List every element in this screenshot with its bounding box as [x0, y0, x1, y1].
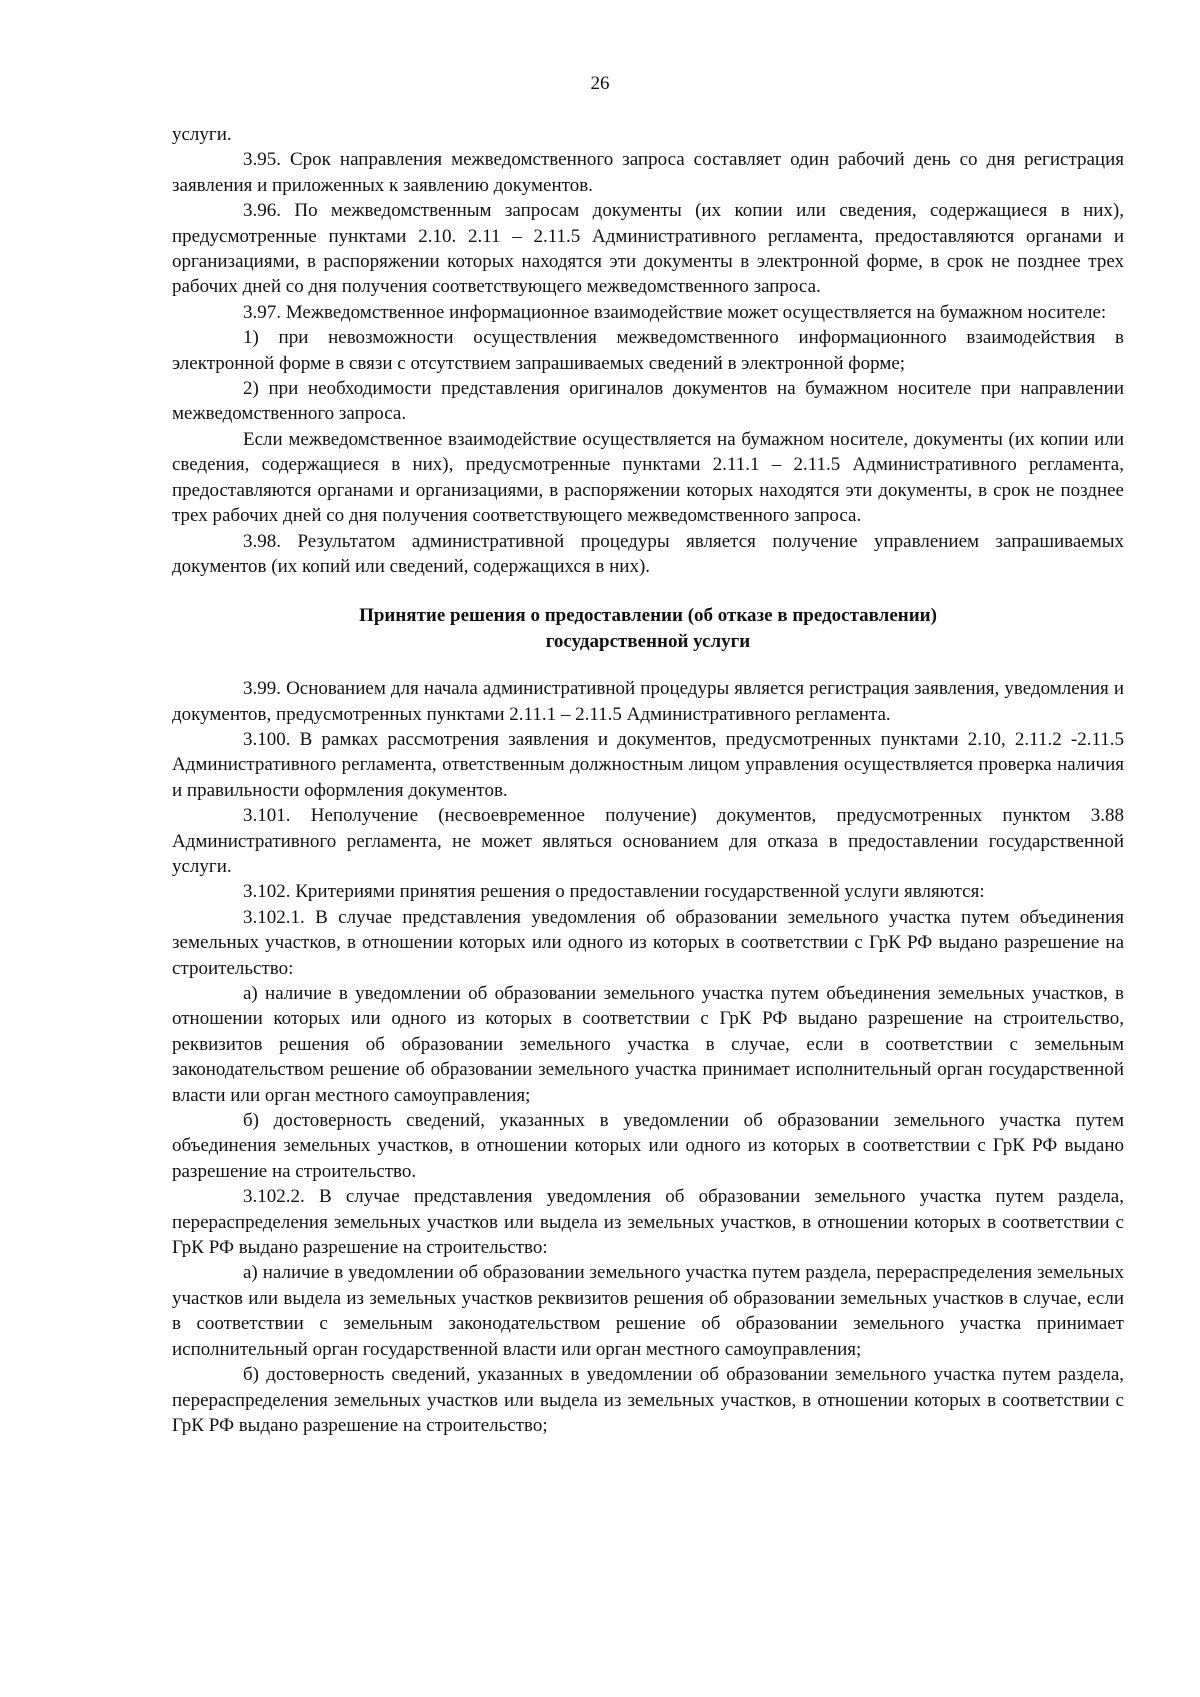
paragraph: 1) при невозможности осуществления межведомственного информационного взаимодействия в электронной форме в связи с отсутствием запрашиваемых сведений в электронной форме;	[172, 327, 1124, 374]
document-body	[172, 122, 1124, 1438]
paragraph: услуги.	[172, 124, 232, 145]
paragraph: 3.102.1. В случае представления уведомления об образовании земельного участка путем объединения земельных участков, в отношении которых или одного из которых в соответствии с ГрК РФ выдано разрешение на строительство:	[172, 906, 1124, 979]
paragraph: 3.100. В рамках рассмотрения заявления и документов, предусмотренных пунктами 2.10, 2.11.2 -2.11.5 Административного регламента, ответственным должностным лицом управления осуществляется проверка наличия и правильности оформления документов.	[172, 728, 1124, 801]
paragraph: 3.96. По межведомственным запросам документы (их копии или сведения, содержащиеся в них), предусмотренные пунктами 2.10. 2.11 – 2.11.5 Административного регламента, предоставляются органами и организациями, в распоряжении которых находятся эти документы в электронной форме, в срок не позднее трех рабочих дней со дня получения соответствующего межведомственного запроса.	[172, 200, 1124, 298]
page-number: 26	[590, 73, 610, 94]
paragraph: 3.101. Неполучение (несвоевременное получение) документов, предусмотренных пунктом 3.88 Административного регламента, не может являться основанием для отказа в предоставлении государственной услуги.	[172, 805, 1124, 877]
paragraph: 3.95. Срок направления межведомственного запроса составляет один рабочий день со дня регистрация заявления и приложенных к заявлению документов.	[172, 149, 1124, 196]
section-heading-line2: государственной услуги	[545, 630, 751, 652]
paragraph: б) достоверность сведений, указанных в уведомлении об образовании земельного участка путем объединения земельных участков, в отношении которых или одного из которых в соответствии с ГрК РФ выдано разрешение на строительство.	[172, 1110, 1124, 1182]
paragraph: Если межведомственное взаимодействие осуществляется на бумажном носителе, документы (их копии или сведения, содержащиеся в них), предусмотренные пунктами 2.11.1 – 2.11.5 Административного регламента, предоставляются органами и организациями, в распоряжении которых находятся эти документы, в срок не позднее трех рабочих дней со дня получения соответствующего межведомственного запроса.	[172, 428, 1124, 527]
paragraph: 3.102. Критериями принятия решения о предоставлении государственной услуги являются:	[243, 881, 985, 903]
paragraph: 2) при необходимости представления оригиналов документов на бумажном носителе при направлении межведомственного запроса.	[172, 378, 1124, 425]
paragraph: 3.99. Основанием для начала административной процедуры является регистрация заявления, уведомления и документов, предусмотренных пунктами 2.11.1 – 2.11.5 Административного регламента.	[172, 678, 1124, 725]
section-heading-line1: Принятие решения о предоставлении (об отказе в предоставлении)	[359, 605, 937, 627]
paragraph: 3.97. Межведомственное информационное взаимодействие может осуществляется на бумажном носителе:	[243, 301, 1107, 323]
paragraph: б) достоверность сведений, указанных в уведомлении об образовании земельного участка путем раздела, перераспределения земельных участков или выдела из земельных участков, в отношении которых в соответствии с ГрК РФ выдано разрешение на строительство;	[172, 1364, 1124, 1436]
paragraph: а) наличие в уведомлении об образовании земельного участка путем раздела, перераспределения земельных участков или выдела из земельных участков реквизитов решения об образовании земельных участков в случае, если в соответствии с земельным законодательством решение об образовании земельного участка принимает исполнительный орган государственной власти или орган местного самоуправления;	[172, 1262, 1124, 1360]
paragraph: 3.102.2. В случае представления уведомления об образовании земельного участка путем раздела, перераспределения земельных участков или выдела из земельных участков, в отношении которых в соответствии с ГрК РФ выдано разрешение на строительство:	[172, 1186, 1124, 1259]
paragraphs-bottom	[172, 676, 1124, 1438]
paragraph: а) наличие в уведомлении об образовании земельного участка путем объединения земельных участков, в отношении которых или одного из которых в соответствии с ГрК РФ выдано разрешение на строительство, реквизитов решения об образовании земельного участка в случае, если в соответствии с земельным законодательством решение об образовании земельного участка принимает исполнительный орган государственной власти или орган местного самоуправления;	[172, 983, 1124, 1106]
paragraphs-top	[172, 122, 1124, 579]
section-heading	[172, 603, 1124, 654]
paragraph: 3.98. Результатом административной процедуры является получение управлением запрашиваемых документов (их копий или сведений, содержащихся в них).	[172, 530, 1124, 577]
